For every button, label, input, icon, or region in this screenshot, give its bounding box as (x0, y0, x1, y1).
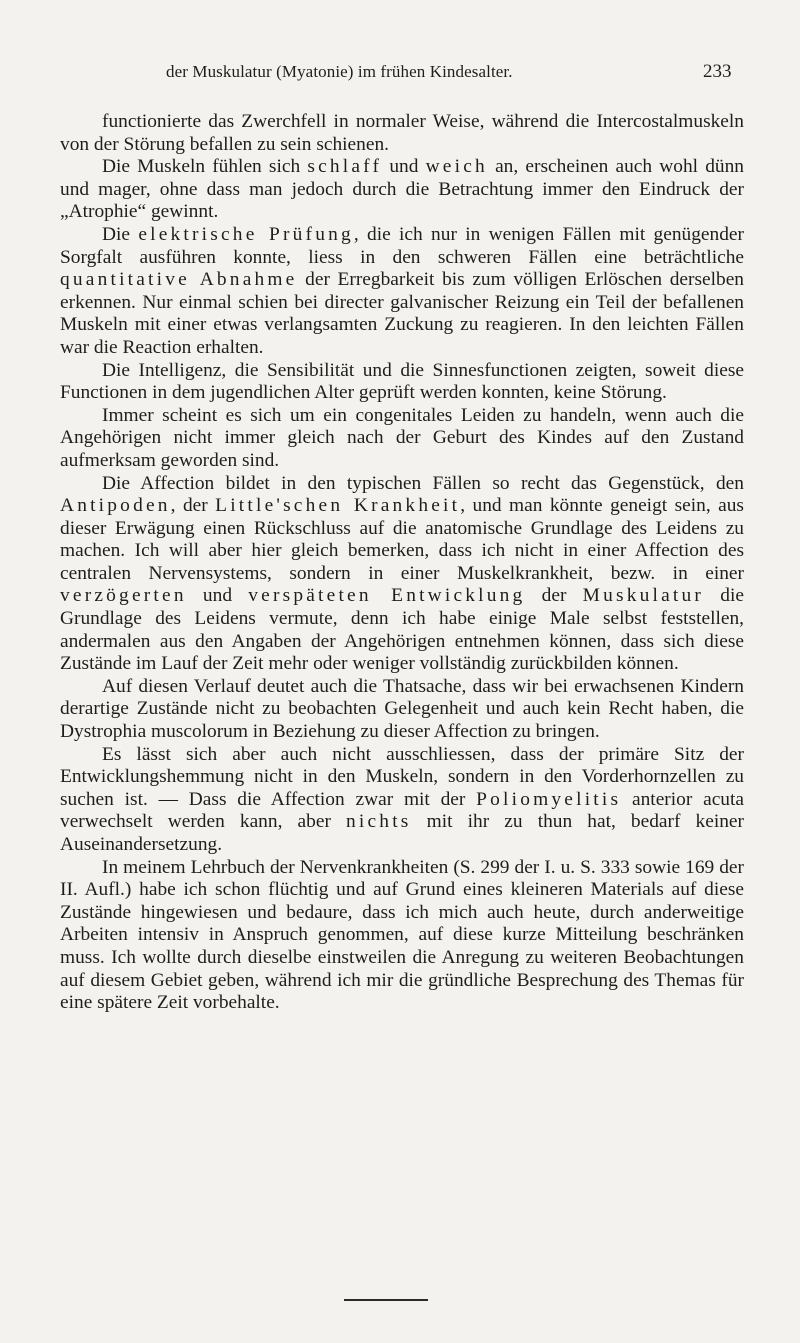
paragraph (60, 676, 744, 744)
text-run: Die Muskeln fühlen sich (102, 156, 308, 178)
spaced-emphasis: verspäteten Entwicklung (248, 585, 526, 607)
spaced-emphasis: verzögerten (60, 585, 187, 607)
text-run: , die ich nur in wenigen Fällen mit genügender Sorgfalt ausführen konnte, liess in den schweren Fällen eine beträchtliche (60, 223, 744, 268)
spaced-emphasis: elektrische Prüfung (138, 223, 354, 245)
paragraph (60, 156, 744, 224)
text-run: der Erregbarkeit bis zum völligen Erlöschen derselben erkennen. Nur einmal schien bei directer galvanischer Reizung ein Teil der befallenen Muskeln mit einer etwas verlangsamten Zuckung zu reagieren. In den leichten Fällen war die Reaction erhalten. (60, 269, 745, 358)
text-run: und (186, 585, 249, 607)
spaced-emphasis: nichts (346, 811, 412, 833)
paragraph (60, 111, 744, 156)
text-run: Die (102, 223, 139, 245)
text-run: die Grundlage des Leidens vermute, denn ich habe einige Male selbst feststellen, andermalen aus den Angaben der Angehörigen entnehmen können, dass sich diese Zustände im Lauf der Zeit mehr oder weniger vollständig zurückbilden können. (60, 585, 744, 675)
spaced-emphasis: Poliomyelitis (476, 788, 622, 810)
paragraph (60, 744, 744, 857)
text-run: und (382, 156, 426, 178)
paragraph (60, 405, 744, 473)
text-run: der (525, 585, 583, 607)
text-run: functionierte das Zwerchfell in normaler Weise, während die Intercostalmuskeln von der Störung befallen zu sein schienen. (60, 111, 744, 155)
spaced-emphasis: weich (425, 156, 488, 178)
text-run: In meinem Lehrbuch der Nervenkrankheiten (S. 299 der I. u. S. 333 sowie 169 der II. Aufl.) habe ich schon flüchtig und auf Grund eines kleineren Materials auf diese Zustände hingewiesen und bedaure, dass ich mich auch heute, durch anderweitige Arbeiten intensiv in Anspruch genommen, auf diese kurze Mitteilung beschränken muss. Ich wollte durch dieselbe einstweilen die Anregung zu weiteren Beobachtungen auf diesem Gebiet geben, während ich mir die gründliche Besprechung des Themas für eine spätere Zeit vorbehalte. (60, 856, 744, 1014)
paragraph (60, 857, 744, 1015)
text-run: , und man könnte geneigt sein, aus dieser Erwägung einen Rückschluss auf die anatomische Grundlage des Leidens zu machen. Ich will aber hier gleich bemerken, dass ich nicht in einer Affection des centralen Nervensystems, sondern in einer Muskelkrankheit, bezw. in einer (60, 495, 744, 584)
paragraph (60, 224, 744, 360)
paragraph (60, 360, 744, 405)
text-run: anterior acuta verwechselt werden kann, aber (60, 788, 744, 833)
spaced-emphasis: Little'schen Krankheit (215, 495, 461, 517)
running-title: der Muskulatur (Myatonie) im frühen Kindesalter. (166, 62, 513, 81)
page-number: 233 (703, 61, 732, 82)
text-run: mit ihr zu thun hat, bedarf keiner Auseinandersetzung. (60, 811, 744, 855)
text-run: , der (170, 495, 216, 517)
text-run: Immer scheint es sich um ein congenitales Leiden zu handeln, wenn auch die Angehörigen nicht immer gleich nach der Geburt des Kindes auf den Zustand aufmerksam geworden sind. (60, 404, 744, 471)
spaced-emphasis: quantitative Abnahme (60, 269, 298, 291)
text-run: Die Affection bildet in den typischen Fällen so recht das Gegenstück, den (102, 472, 744, 494)
text-run: Auf diesen Verlauf deutet auch die Thatsache, dass wir bei erwachsenen Kindern derartige Zustände nicht zu beobachten Gelegenheit und auch kein Recht haben, die Dystrophia muscolorum in Beziehung zu dieser Affection zu bringen. (60, 675, 744, 743)
body-text (60, 111, 744, 1015)
text-run: Es lässt sich aber auch nicht ausschliessen, dass der primäre Sitz der Entwicklungshemmung nicht in den Muskeln, sondern in den Vorderhornzellen zu suchen ist. — Dass die Affection zwar mit der (60, 743, 744, 810)
spaced-emphasis: Antipoden (60, 495, 171, 517)
end-rule (344, 1299, 428, 1301)
spaced-emphasis: Muskulatur (582, 585, 705, 607)
spaced-emphasis: schlaff (307, 156, 383, 178)
text-run: Die Intelligenz, die Sensibilität und die Sinnesfunctionen zeigten, soweit diese Functionen in dem jugendlichen Alter geprüft werden konnten, keine Störung. (60, 359, 744, 404)
text-run: an, erscheinen auch wohl dünn und mager, ohne dass man jedoch durch die Betrachtung immer den Eindruck der „Atrophie“ gewinnt. (60, 156, 744, 223)
paragraph (60, 473, 744, 676)
